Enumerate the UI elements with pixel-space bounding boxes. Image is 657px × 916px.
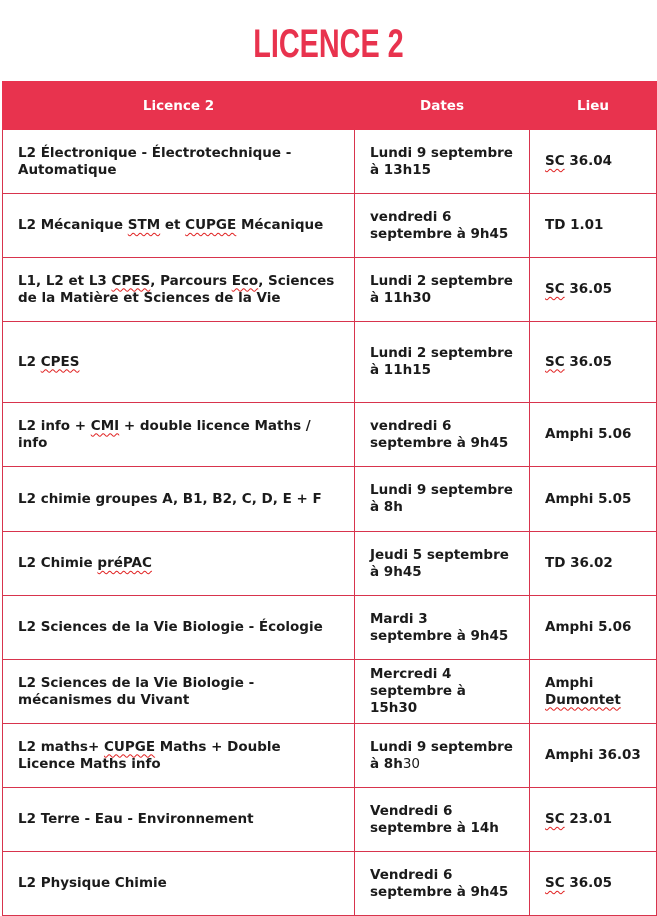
cell-formation: L2 info + CMI + double licence Maths / info [3,403,355,467]
table-row [3,322,657,403]
cell-formation: L2 CPES [3,322,355,403]
spellcheck-flag: CPES [111,272,151,289]
cell-formation: L2 Mécanique STM et CUPGE Mécanique [3,194,355,258]
spellcheck-flag: CUPGE [185,217,237,233]
spellcheck-flag: CUPGE [103,738,156,755]
spellcheck-flag: préPAC [97,555,152,571]
cell-lieu: Amphi 5.06 [530,403,657,467]
cell-formation: L2 Terre - Eau - Environnement [3,788,355,852]
cell-formation: L2 Chimie préPAC [3,532,355,596]
cell-lieu: SC 36.05 [530,258,657,322]
cell-formation: L2 chimie groupes A, B1, B2, C, D, E + F [3,467,355,532]
cell-formation: L2 Physique Chimie [3,852,355,916]
spellcheck-flag: CPES [40,353,80,370]
cell-date: Jeudi 5 septembre à 9h45 [355,532,530,596]
cell-lieu: SC 36.04 [530,130,657,194]
cell-lieu: Amphi 5.05 [530,467,657,532]
table-row [3,596,657,660]
header-row [3,82,657,130]
cell-lieu: SC 23.01 [530,788,657,852]
cell-formation: L1, L2 et L3 CPES, Parcours Eco, Sciences de la Matière et Sciences de la Vie [3,258,355,322]
cell-lieu: Amphi Dumontet [530,660,657,724]
table-row [3,788,657,852]
table-row [3,660,657,724]
table-row [3,532,657,596]
spellcheck-flag: Eco [231,272,259,289]
table-row [3,403,657,467]
cell-formation: L2 maths+ CUPGE Maths + Double Licence Maths info [3,724,355,788]
cell-date: Mardi 3 septembre à 9h45 [355,596,530,660]
cell-lieu: TD 1.01 [530,194,657,258]
column-header-formation: Licence 2 [3,82,355,130]
spellcheck-flag: Dumontet [545,691,621,708]
cell-lieu: SC 36.05 [530,322,657,403]
cell-lieu: Amphi 36.03 [530,724,657,788]
cell-date: Vendredi 6 septembre à 14h [355,788,530,852]
table-body [3,130,657,916]
cell-formation: L2 Électronique - Électrotechnique - Automatique [3,130,355,194]
spellcheck-flag: CMI [90,417,120,434]
table-row [3,467,657,532]
column-header-lieu: Lieu [530,82,657,130]
table-row [3,852,657,916]
spellcheck-flag: SC [545,153,565,169]
cell-date: Lundi 9 septembre à 8h [355,467,530,532]
cell-date: Mercredi 4 septembre à 15h30 [355,660,530,724]
spellcheck-flag: SC [545,281,565,297]
cell-date: vendredi 6 septembre à 9h45 [355,194,530,258]
page-title-container [0,20,657,68]
table-row [3,724,657,788]
table-header [3,82,657,130]
column-header-dates: Dates [355,82,530,130]
spellcheck-flag: SC [545,353,565,370]
spellcheck-flag: STM [127,217,161,233]
cell-lieu: SC 36.05 [530,852,657,916]
spellcheck-flag: SC [545,811,565,827]
cell-lieu: TD 36.02 [530,532,657,596]
cell-date: vendredi 6 septembre à 9h45 [355,403,530,467]
cell-formation: L2 Sciences de la Vie Biologie - mécanismes du Vivant [3,660,355,724]
schedule-table [2,81,657,916]
table-row [3,130,657,194]
cell-date: Lundi 9 septembre à 13h15 [355,130,530,194]
cell-date: Lundi 2 septembre à 11h30 [355,258,530,322]
table-row [3,194,657,258]
page-title: LICENCE 2 [253,22,404,66]
cell-date: Lundi 9 septembre à 8h30 [355,724,530,788]
cell-date: Vendredi 6 septembre à 9h45 [355,852,530,916]
spellcheck-flag: SC [545,875,565,891]
table-row [3,258,657,322]
cell-lieu: Amphi 5.06 [530,596,657,660]
cell-date: Lundi 2 septembre à 11h15 [355,322,530,403]
cell-formation: L2 Sciences de la Vie Biologie - Écologie [3,596,355,660]
